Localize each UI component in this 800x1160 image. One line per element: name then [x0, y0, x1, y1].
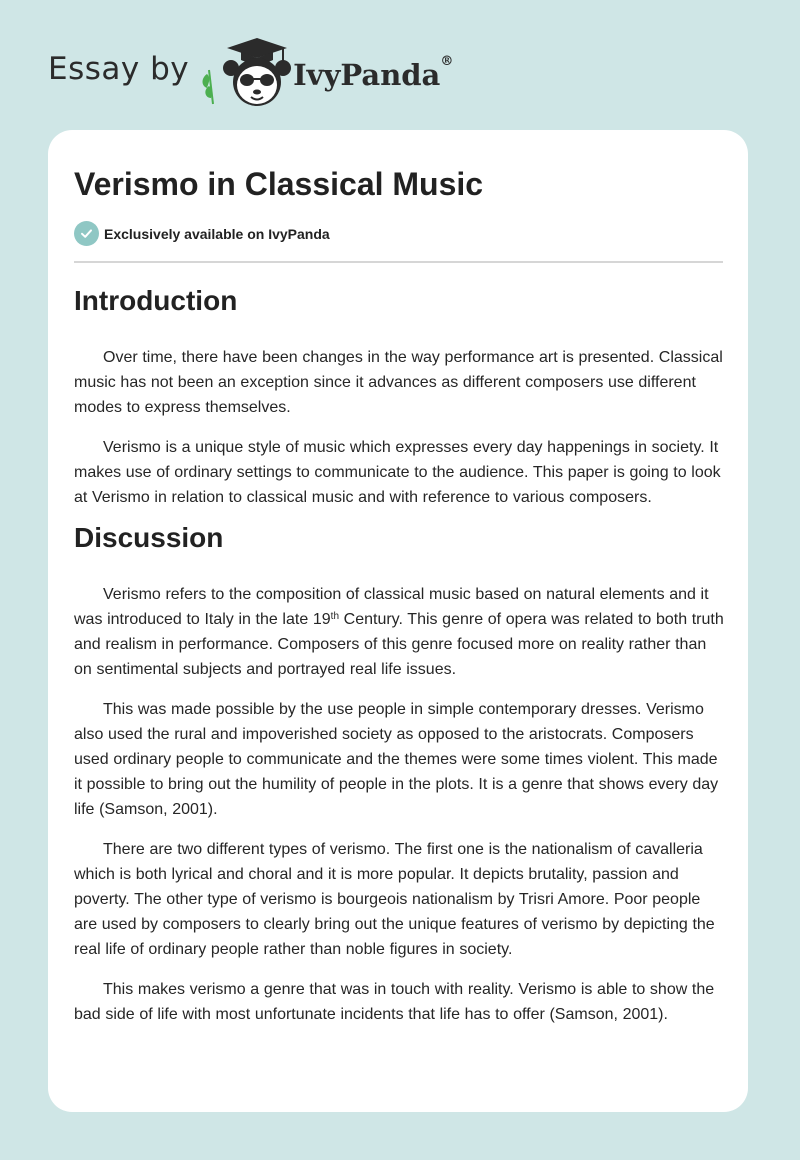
page-title: Verismo in Classical Music	[74, 166, 484, 202]
essay-by-label: Essay by	[48, 51, 190, 87]
paragraph: This makes verismo a genre that was in touch with reality. Verismo is able to show the bad side of life with most unfortunate incidents that life has to offer (Samson, 2001).	[74, 981, 715, 1023]
exclusive-badge-label: Exclusively available on IvyPanda	[104, 225, 330, 242]
paragraph: Verismo refers to the composition of classical music based on natural elements and it was introduced to Italy in the late 19th Century. This genre of opera was related to both truth and realism in performance. Composers of this genre focused more on reality rather than on sentimental subjects and portrayed real life issues.	[74, 586, 724, 678]
site-header	[48, 36, 453, 110]
ivy-leaf-icon	[203, 70, 214, 104]
registered-mark: ®	[440, 54, 454, 69]
title-divider	[74, 261, 723, 263]
paragraph: There are two different types of verismo. The first one is the nationalism of cavalleria which is both lyrical and choral and it is more popular. It depicts brutality, passion and poverty. The other type of verismo is bourgeois nationalism by Trisri Amore. Poor people are used by composers to clearly bring out the unique features of verismo by depicting the real life of ordinary people rather than noble figures in society.	[74, 841, 715, 958]
paragraph: Over time, there have been changes in the way performance art is presented. Classical music has not been an exception since it advances as different composers use different modes to express themselves.	[74, 349, 723, 416]
paragraph: Verismo is a unique style of music which expresses every day happenings in society. It makes use of ordinary settings to communicate to the audience. This paper is going to look at Verismo in relation to classical music and with reference to various composers.	[74, 439, 721, 506]
section-heading-discussion: Discussion	[74, 522, 224, 553]
check-circle-icon	[74, 221, 99, 246]
section-heading-introduction: Introduction	[74, 285, 238, 316]
panda-graduate-icon[interactable]	[197, 36, 293, 110]
essay-body	[74, 284, 726, 1027]
brand-name[interactable]: IvyPanda®	[293, 54, 454, 92]
exclusive-badge	[74, 221, 330, 246]
essay-card	[48, 130, 748, 1112]
paragraph: This was made possible by the use people in simple contemporary dresses. Verismo also used the rural and impoverished society as opposed to the aristocrats. Composers used ordinary people to communicate and the themes were some times violent. This made it possible to bring out the humility of people in the plots. It is a genre that shows every day life (Samson, 2001).	[74, 701, 719, 818]
